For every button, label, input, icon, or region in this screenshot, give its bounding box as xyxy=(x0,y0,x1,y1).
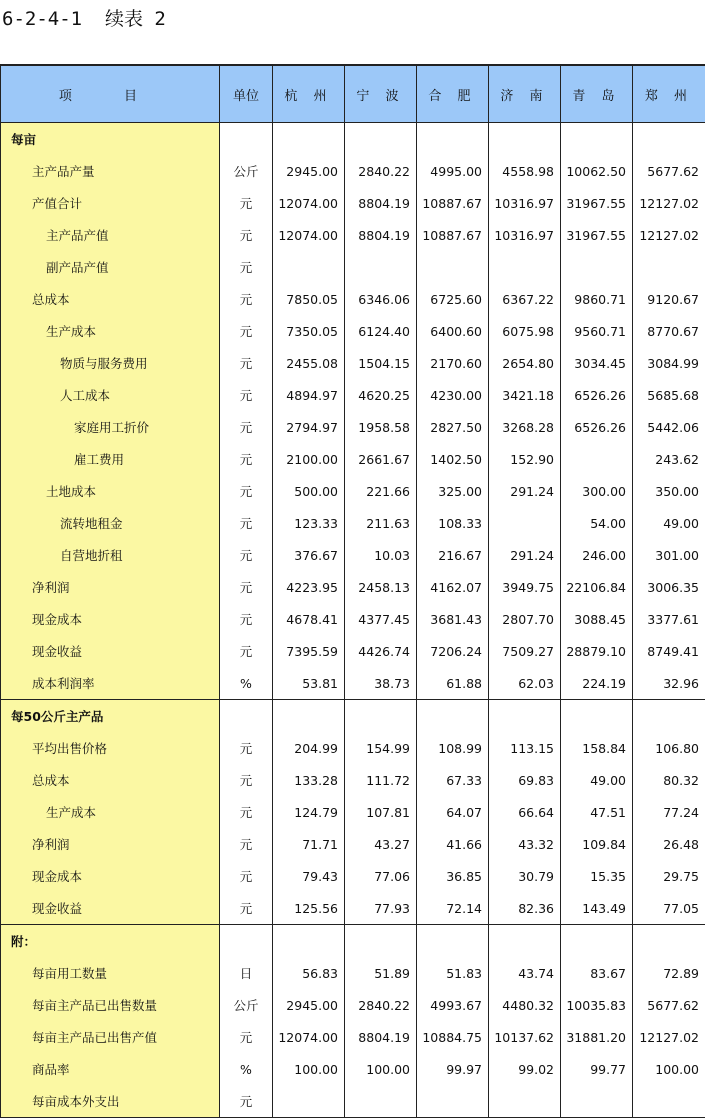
value-qingdao: 49.00 xyxy=(561,764,633,796)
header-city-hefei: 合 肥 xyxy=(417,65,489,123)
section-unit-cell xyxy=(220,925,273,958)
value-zhengzhou: 9120.67 xyxy=(633,283,705,315)
section-empty-cell xyxy=(273,925,345,958)
value-hangzhou: 56.83 xyxy=(273,957,345,989)
value-jinan: 66.64 xyxy=(489,796,561,828)
section-header-row xyxy=(1,700,705,733)
row-label: 产值合计 xyxy=(1,187,220,219)
value-ningbo: 43.27 xyxy=(345,828,417,860)
value-hangzhou: 124.79 xyxy=(273,796,345,828)
value-jinan: 152.90 xyxy=(489,443,561,475)
value-qingdao: 31967.55 xyxy=(561,187,633,219)
value-jinan: 291.24 xyxy=(489,539,561,571)
value-hangzhou xyxy=(273,251,345,283)
section-label: 附： xyxy=(1,925,220,958)
value-qingdao: 109.84 xyxy=(561,828,633,860)
table-row xyxy=(1,379,705,411)
section-header-row xyxy=(1,123,705,156)
value-ningbo: 38.73 xyxy=(345,667,417,700)
table-row xyxy=(1,443,705,475)
value-zhengzhou: 12127.02 xyxy=(633,1021,705,1053)
row-label: 自营地折租 xyxy=(1,539,220,571)
section-empty-cell xyxy=(561,123,633,156)
value-qingdao: 158.84 xyxy=(561,732,633,764)
section-label: 每亩 xyxy=(1,123,220,156)
row-unit: 元 xyxy=(220,764,273,796)
value-jinan xyxy=(489,507,561,539)
row-label: 主产品产量 xyxy=(1,155,220,187)
row-label: 副产品产值 xyxy=(1,251,220,283)
value-qingdao: 47.51 xyxy=(561,796,633,828)
value-qingdao: 143.49 xyxy=(561,892,633,925)
value-jinan: 82.36 xyxy=(489,892,561,925)
value-zhengzhou: 5685.68 xyxy=(633,379,705,411)
value-jinan: 99.02 xyxy=(489,1053,561,1085)
value-hefei: 1402.50 xyxy=(417,443,489,475)
table-row xyxy=(1,283,705,315)
value-hangzhou: 7850.05 xyxy=(273,283,345,315)
value-hangzhou: 53.81 xyxy=(273,667,345,700)
value-hefei: 72.14 xyxy=(417,892,489,925)
value-hangzhou: 2455.08 xyxy=(273,347,345,379)
section-empty-cell xyxy=(489,123,561,156)
row-unit: 元 xyxy=(220,219,273,251)
section-empty-cell xyxy=(561,925,633,958)
table-row xyxy=(1,796,705,828)
value-jinan: 69.83 xyxy=(489,764,561,796)
row-label: 现金收益 xyxy=(1,892,220,925)
value-hangzhou: 7395.59 xyxy=(273,635,345,667)
value-jinan: 62.03 xyxy=(489,667,561,700)
row-label: 平均出售价格 xyxy=(1,732,220,764)
row-label: 每亩主产品已出售数量 xyxy=(1,989,220,1021)
value-jinan: 6075.98 xyxy=(489,315,561,347)
row-unit: % xyxy=(220,1053,273,1085)
value-zhengzhou: 72.89 xyxy=(633,957,705,989)
cost-benefit-table xyxy=(0,64,705,1118)
value-hangzhou: 133.28 xyxy=(273,764,345,796)
value-jinan: 4558.98 xyxy=(489,155,561,187)
row-label: 雇工费用 xyxy=(1,443,220,475)
value-hangzhou: 7350.05 xyxy=(273,315,345,347)
value-hefei: 6725.60 xyxy=(417,283,489,315)
value-ningbo: 100.00 xyxy=(345,1053,417,1085)
value-qingdao: 6526.26 xyxy=(561,411,633,443)
section-empty-cell xyxy=(417,123,489,156)
value-ningbo: 1504.15 xyxy=(345,347,417,379)
table-row xyxy=(1,1085,705,1118)
value-zhengzhou xyxy=(633,251,705,283)
value-ningbo: 2661.67 xyxy=(345,443,417,475)
table-body xyxy=(1,123,705,1118)
value-zhengzhou: 350.00 xyxy=(633,475,705,507)
row-label: 现金收益 xyxy=(1,635,220,667)
value-hefei: 4993.67 xyxy=(417,989,489,1021)
row-label: 现金成本 xyxy=(1,603,220,635)
value-hangzhou: 100.00 xyxy=(273,1053,345,1085)
row-unit: 元 xyxy=(220,732,273,764)
row-label: 总成本 xyxy=(1,764,220,796)
value-zhengzhou: 100.00 xyxy=(633,1053,705,1085)
table-row xyxy=(1,635,705,667)
row-unit: 元 xyxy=(220,860,273,892)
value-hangzhou: 2100.00 xyxy=(273,443,345,475)
value-qingdao: 28879.10 xyxy=(561,635,633,667)
row-label: 流转地租金 xyxy=(1,507,220,539)
value-ningbo: 6346.06 xyxy=(345,283,417,315)
value-hefei: 2827.50 xyxy=(417,411,489,443)
value-qingdao xyxy=(561,1085,633,1118)
value-qingdao: 31881.20 xyxy=(561,1021,633,1053)
value-ningbo: 51.89 xyxy=(345,957,417,989)
value-hangzhou: 2945.00 xyxy=(273,155,345,187)
value-qingdao: 54.00 xyxy=(561,507,633,539)
page-title: 6-2-4-1 续表 2 xyxy=(2,4,166,34)
row-unit: 元 xyxy=(220,1085,273,1118)
row-unit: 元 xyxy=(220,187,273,219)
row-unit: % xyxy=(220,667,273,700)
value-ningbo: 77.06 xyxy=(345,860,417,892)
header-item: 项 目 xyxy=(1,65,220,123)
value-qingdao: 83.67 xyxy=(561,957,633,989)
section-empty-cell xyxy=(561,700,633,733)
value-jinan: 43.74 xyxy=(489,957,561,989)
value-hangzhou: 500.00 xyxy=(273,475,345,507)
value-hefei: 325.00 xyxy=(417,475,489,507)
value-zhengzhou xyxy=(633,1085,705,1118)
value-ningbo: 111.72 xyxy=(345,764,417,796)
header-city-qingdao: 青 岛 xyxy=(561,65,633,123)
table-row xyxy=(1,1021,705,1053)
value-ningbo: 77.93 xyxy=(345,892,417,925)
table-header xyxy=(1,65,705,123)
table-row xyxy=(1,411,705,443)
value-jinan: 10316.97 xyxy=(489,187,561,219)
value-hefei: 99.97 xyxy=(417,1053,489,1085)
value-qingdao xyxy=(561,251,633,283)
value-hangzhou: 2945.00 xyxy=(273,989,345,1021)
value-ningbo: 2458.13 xyxy=(345,571,417,603)
value-ningbo: 8804.19 xyxy=(345,1021,417,1053)
value-qingdao: 10035.83 xyxy=(561,989,633,1021)
value-zhengzhou: 5442.06 xyxy=(633,411,705,443)
value-hangzhou: 204.99 xyxy=(273,732,345,764)
value-hefei: 2170.60 xyxy=(417,347,489,379)
value-zhengzhou: 12127.02 xyxy=(633,187,705,219)
value-zhengzhou: 77.24 xyxy=(633,796,705,828)
value-hefei: 3681.43 xyxy=(417,603,489,635)
section-empty-cell xyxy=(633,925,705,958)
value-jinan: 3949.75 xyxy=(489,571,561,603)
row-label: 每亩用工数量 xyxy=(1,957,220,989)
value-hefei: 10884.75 xyxy=(417,1021,489,1053)
value-jinan: 7509.27 xyxy=(489,635,561,667)
value-hefei: 51.83 xyxy=(417,957,489,989)
value-hefei: 64.07 xyxy=(417,796,489,828)
section-unit-cell xyxy=(220,700,273,733)
value-hefei: 216.67 xyxy=(417,539,489,571)
row-label: 商品率 xyxy=(1,1053,220,1085)
section-empty-cell xyxy=(633,123,705,156)
value-hefei xyxy=(417,251,489,283)
value-qingdao: 99.77 xyxy=(561,1053,633,1085)
section-header-row xyxy=(1,925,705,958)
row-label: 人工成本 xyxy=(1,379,220,411)
row-label: 每亩主产品已出售产值 xyxy=(1,1021,220,1053)
row-unit: 元 xyxy=(220,251,273,283)
row-label: 生产成本 xyxy=(1,796,220,828)
table-row xyxy=(1,828,705,860)
value-hangzhou: 79.43 xyxy=(273,860,345,892)
value-ningbo: 107.81 xyxy=(345,796,417,828)
table-row xyxy=(1,957,705,989)
value-zhengzhou: 3006.35 xyxy=(633,571,705,603)
value-zhengzhou: 243.62 xyxy=(633,443,705,475)
row-unit: 元 xyxy=(220,507,273,539)
value-hefei: 7206.24 xyxy=(417,635,489,667)
value-ningbo: 10.03 xyxy=(345,539,417,571)
section-empty-cell xyxy=(633,700,705,733)
value-hefei: 41.66 xyxy=(417,828,489,860)
value-hangzhou: 123.33 xyxy=(273,507,345,539)
table-row xyxy=(1,860,705,892)
row-unit: 元 xyxy=(220,539,273,571)
table-row xyxy=(1,732,705,764)
value-hefei: 108.33 xyxy=(417,507,489,539)
value-hangzhou: 4678.41 xyxy=(273,603,345,635)
value-zhengzhou: 49.00 xyxy=(633,507,705,539)
row-label: 每亩成本外支出 xyxy=(1,1085,220,1118)
value-zhengzhou: 29.75 xyxy=(633,860,705,892)
table-row xyxy=(1,251,705,283)
table-row xyxy=(1,155,705,187)
value-qingdao xyxy=(561,443,633,475)
value-ningbo: 154.99 xyxy=(345,732,417,764)
value-ningbo: 8804.19 xyxy=(345,187,417,219)
row-unit: 元 xyxy=(220,283,273,315)
table-row xyxy=(1,989,705,1021)
value-hefei: 6400.60 xyxy=(417,315,489,347)
value-qingdao: 9860.71 xyxy=(561,283,633,315)
value-ningbo: 211.63 xyxy=(345,507,417,539)
value-jinan: 30.79 xyxy=(489,860,561,892)
section-empty-cell xyxy=(489,925,561,958)
value-zhengzhou: 8770.67 xyxy=(633,315,705,347)
table-row xyxy=(1,219,705,251)
section-label: 每50公斤主产品 xyxy=(1,700,220,733)
section-unit-cell xyxy=(220,123,273,156)
row-label: 总成本 xyxy=(1,283,220,315)
section-empty-cell xyxy=(345,925,417,958)
value-zhengzhou: 3377.61 xyxy=(633,603,705,635)
header-unit: 单位 xyxy=(220,65,273,123)
row-unit: 元 xyxy=(220,315,273,347)
row-unit: 元 xyxy=(220,443,273,475)
value-jinan: 10137.62 xyxy=(489,1021,561,1053)
value-hefei: 4995.00 xyxy=(417,155,489,187)
row-label: 净利润 xyxy=(1,828,220,860)
value-hefei: 4230.00 xyxy=(417,379,489,411)
value-hangzhou: 12074.00 xyxy=(273,187,345,219)
header-city-jinan: 济 南 xyxy=(489,65,561,123)
cost-benefit-table-wrapper xyxy=(0,64,705,1118)
table-row xyxy=(1,892,705,925)
row-unit: 元 xyxy=(220,603,273,635)
value-zhengzhou: 77.05 xyxy=(633,892,705,925)
value-hangzhou: 4223.95 xyxy=(273,571,345,603)
row-unit: 元 xyxy=(220,347,273,379)
value-hangzhou: 4894.97 xyxy=(273,379,345,411)
row-unit: 元 xyxy=(220,379,273,411)
value-hefei: 67.33 xyxy=(417,764,489,796)
table-row xyxy=(1,347,705,379)
section-empty-cell xyxy=(345,700,417,733)
table-row xyxy=(1,475,705,507)
row-label: 生产成本 xyxy=(1,315,220,347)
row-label: 现金成本 xyxy=(1,860,220,892)
row-label: 物质与服务费用 xyxy=(1,347,220,379)
table-row xyxy=(1,507,705,539)
value-hefei: 36.85 xyxy=(417,860,489,892)
table-row xyxy=(1,764,705,796)
value-jinan: 3268.28 xyxy=(489,411,561,443)
row-unit: 元 xyxy=(220,796,273,828)
value-ningbo: 6124.40 xyxy=(345,315,417,347)
value-qingdao: 6526.26 xyxy=(561,379,633,411)
value-hangzhou xyxy=(273,1085,345,1118)
value-qingdao: 10062.50 xyxy=(561,155,633,187)
value-hangzhou: 125.56 xyxy=(273,892,345,925)
value-qingdao: 224.19 xyxy=(561,667,633,700)
value-hefei: 10887.67 xyxy=(417,219,489,251)
value-zhengzhou: 80.32 xyxy=(633,764,705,796)
row-label: 净利润 xyxy=(1,571,220,603)
value-hefei: 61.88 xyxy=(417,667,489,700)
value-jinan: 43.32 xyxy=(489,828,561,860)
value-hangzhou: 12074.00 xyxy=(273,1021,345,1053)
value-hangzhou: 376.67 xyxy=(273,539,345,571)
row-label: 土地成本 xyxy=(1,475,220,507)
row-label: 主产品产值 xyxy=(1,219,220,251)
value-jinan: 2807.70 xyxy=(489,603,561,635)
value-zhengzhou: 3084.99 xyxy=(633,347,705,379)
value-zhengzhou: 32.96 xyxy=(633,667,705,700)
value-hefei: 108.99 xyxy=(417,732,489,764)
value-qingdao: 15.35 xyxy=(561,860,633,892)
value-ningbo: 4377.45 xyxy=(345,603,417,635)
header-city-zhengzhou: 郑 州 xyxy=(633,65,705,123)
value-jinan: 4480.32 xyxy=(489,989,561,1021)
value-ningbo: 221.66 xyxy=(345,475,417,507)
value-jinan xyxy=(489,251,561,283)
table-row xyxy=(1,315,705,347)
header-row xyxy=(1,65,705,123)
row-unit: 元 xyxy=(220,411,273,443)
value-zhengzhou: 5677.62 xyxy=(633,155,705,187)
header-city-hangzhou: 杭 州 xyxy=(273,65,345,123)
section-empty-cell xyxy=(489,700,561,733)
row-unit: 元 xyxy=(220,571,273,603)
table-row xyxy=(1,187,705,219)
value-qingdao: 22106.84 xyxy=(561,571,633,603)
value-zhengzhou: 8749.41 xyxy=(633,635,705,667)
header-city-ningbo: 宁 波 xyxy=(345,65,417,123)
value-zhengzhou: 5677.62 xyxy=(633,989,705,1021)
value-hefei: 10887.67 xyxy=(417,187,489,219)
section-empty-cell xyxy=(345,123,417,156)
value-zhengzhou: 26.48 xyxy=(633,828,705,860)
section-empty-cell xyxy=(417,700,489,733)
table-row xyxy=(1,539,705,571)
value-ningbo xyxy=(345,1085,417,1118)
value-qingdao: 3088.45 xyxy=(561,603,633,635)
value-zhengzhou: 12127.02 xyxy=(633,219,705,251)
value-jinan xyxy=(489,1085,561,1118)
row-unit: 公斤 xyxy=(220,989,273,1021)
row-label: 成本利润率 xyxy=(1,667,220,700)
value-jinan: 3421.18 xyxy=(489,379,561,411)
row-unit: 元 xyxy=(220,1021,273,1053)
section-empty-cell xyxy=(417,925,489,958)
value-jinan: 10316.97 xyxy=(489,219,561,251)
value-ningbo xyxy=(345,251,417,283)
value-jinan: 6367.22 xyxy=(489,283,561,315)
row-unit: 日 xyxy=(220,957,273,989)
table-row xyxy=(1,667,705,700)
row-unit: 元 xyxy=(220,475,273,507)
value-ningbo: 4426.74 xyxy=(345,635,417,667)
value-qingdao: 246.00 xyxy=(561,539,633,571)
value-zhengzhou: 106.80 xyxy=(633,732,705,764)
value-qingdao: 3034.45 xyxy=(561,347,633,379)
row-unit: 元 xyxy=(220,892,273,925)
value-zhengzhou: 301.00 xyxy=(633,539,705,571)
value-hangzhou: 71.71 xyxy=(273,828,345,860)
row-unit: 公斤 xyxy=(220,155,273,187)
value-hefei: 4162.07 xyxy=(417,571,489,603)
value-hefei xyxy=(417,1085,489,1118)
section-empty-cell xyxy=(273,700,345,733)
value-ningbo: 2840.22 xyxy=(345,989,417,1021)
table-row xyxy=(1,1053,705,1085)
table-row xyxy=(1,603,705,635)
value-jinan: 291.24 xyxy=(489,475,561,507)
value-qingdao: 9560.71 xyxy=(561,315,633,347)
section-empty-cell xyxy=(273,123,345,156)
row-label: 家庭用工折价 xyxy=(1,411,220,443)
value-jinan: 2654.80 xyxy=(489,347,561,379)
row-unit: 元 xyxy=(220,635,273,667)
value-ningbo: 2840.22 xyxy=(345,155,417,187)
value-ningbo: 1958.58 xyxy=(345,411,417,443)
value-hangzhou: 2794.97 xyxy=(273,411,345,443)
value-ningbo: 4620.25 xyxy=(345,379,417,411)
value-qingdao: 300.00 xyxy=(561,475,633,507)
row-unit: 元 xyxy=(220,828,273,860)
table-row xyxy=(1,571,705,603)
value-jinan: 113.15 xyxy=(489,732,561,764)
value-qingdao: 31967.55 xyxy=(561,219,633,251)
value-ningbo: 8804.19 xyxy=(345,219,417,251)
value-hangzhou: 12074.00 xyxy=(273,219,345,251)
